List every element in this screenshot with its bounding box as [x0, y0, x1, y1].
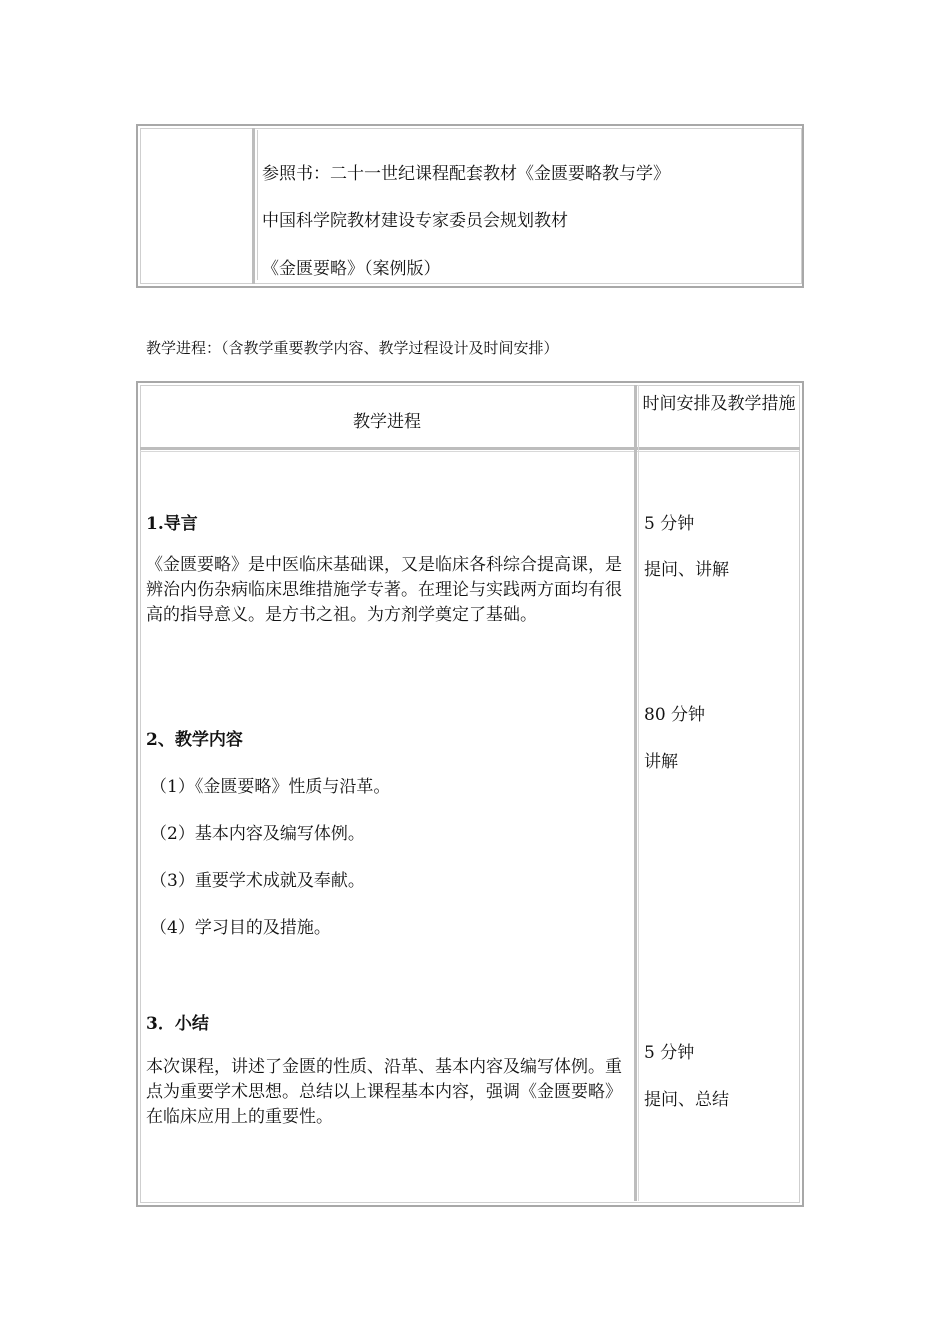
- section-2-item-2: （2）基本内容及编写体例。: [150, 824, 365, 844]
- section-3-method: 提问、总结: [644, 1090, 729, 1110]
- section-3-text: 本次课程，讲述了金匮的性质、沿革、基本内容及编写体例。重点为重要学术思想。总结以上课程基本内容，强调《金匮要略》在临床应用上的重要性。: [146, 1057, 622, 1127]
- section-3-time: 5 分钟: [644, 1043, 695, 1063]
- reference-line-2: 中国科学院教材建设专家委员会规划教材: [262, 211, 568, 231]
- header-divider: [140, 447, 800, 450]
- column-divider: [634, 385, 637, 1201]
- section-1-text: 《金匮要略》是中医临床基础课，又是临床各科综合提高课，是辨治内伤杂病临床思维措施学专著。在理论与实践两方面均有很高的指导意义。是方书之祖。为方剂学奠定了基础。: [146, 555, 622, 625]
- reference-line-3: 《金匮要略》（案例版）: [262, 259, 441, 279]
- section-1-time: 5 分钟: [644, 514, 695, 534]
- section-2-item-4: （4）学习目的及措施。: [150, 918, 331, 938]
- section-2-item-3: （3）重要学术成就及奉献。: [150, 871, 365, 891]
- header-teaching-progress: 教学进程: [353, 412, 421, 432]
- section-2-method: 讲解: [644, 752, 678, 772]
- reference-table-divider: [252, 128, 255, 284]
- section-2-time: 80 分钟: [644, 705, 706, 725]
- header-time-and-method: 时间安排及教学措施: [642, 394, 796, 414]
- section-2-heading: 2、教学内容: [146, 730, 243, 750]
- teaching-progress-caption: 教学进程：（含教学重要教学内容、教学过程设计及时间安排）: [146, 339, 559, 357]
- column-divider-inner: [638, 385, 639, 1201]
- section-1-method: 提问、讲解: [644, 560, 729, 580]
- reference-line-1: 参照书：二十一世纪课程配套教材《金匮要略教与学》: [262, 164, 670, 184]
- section-2-item-1: （1）《金匮要略》性质与沿革。: [150, 777, 391, 797]
- section-3-heading: 3．小结: [146, 1014, 209, 1034]
- header-divider-inner: [140, 451, 800, 452]
- section-1-heading: 1.导言: [146, 514, 198, 534]
